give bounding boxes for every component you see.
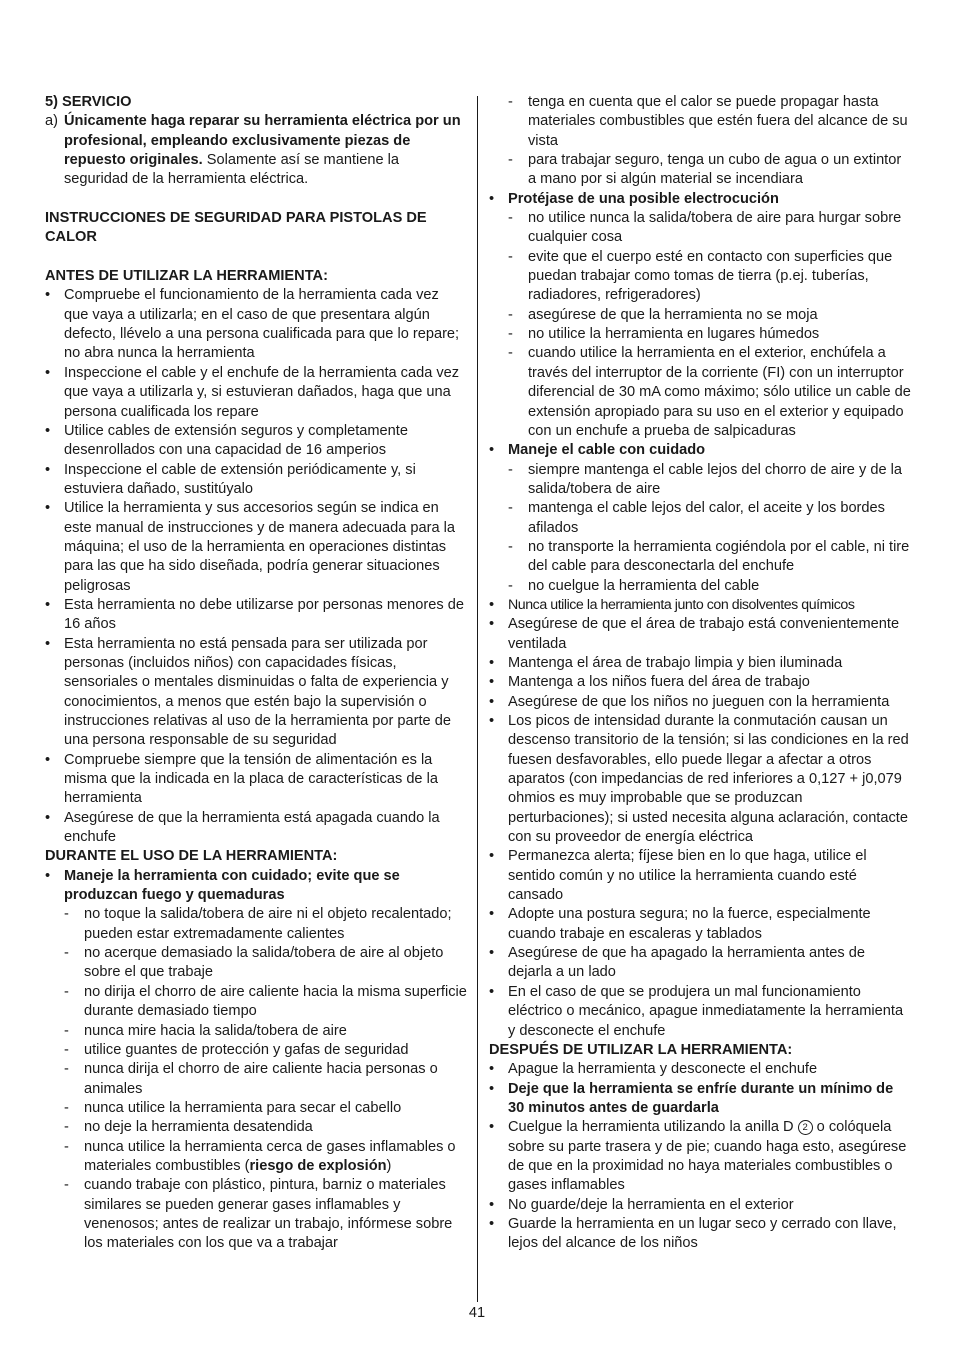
bullet-item — [45, 461, 467, 500]
bullet-item — [45, 596, 467, 635]
item-text: no toque la salida/tobera de aire ni el objeto recalentado; pueden estar extremadamente calientes — [84, 906, 452, 942]
dash-item — [489, 325, 911, 344]
dash-item — [489, 538, 911, 577]
item-text: Maneje el cable con cuidado — [508, 442, 706, 459]
text-run: Cuelgue la herramienta utilizando la anilla D — [508, 1119, 798, 1136]
circled-reference-number: 2 — [798, 1120, 813, 1135]
dash-item — [45, 1022, 467, 1041]
dash-item — [45, 983, 467, 1022]
item-text: Compruebe el funcionamiento de la herramienta cada vez que vaya a utilizarla; en el caso de que presentara algún defecto, llévelo a una persona cualificada para que lo repare; no abra nunca la herramienta — [64, 287, 460, 362]
right-column — [489, 93, 911, 1254]
bullet-marker: • — [489, 1080, 495, 1097]
dash-marker: - — [64, 906, 69, 923]
bullet-item — [489, 673, 911, 692]
bullet-marker: • — [489, 713, 495, 729]
bullet-marker: • — [489, 945, 495, 962]
item-text: para trabajar seguro, tenga un cubo de agua o un extintor a mano por si algún material se incendiara — [528, 152, 902, 188]
bullet-item — [489, 1118, 911, 1195]
item-text: no deje la herramienta desatendida — [84, 1119, 313, 1136]
bullet-marker: • — [489, 1215, 495, 1232]
dash-item — [45, 905, 467, 944]
bullet-marker: • — [45, 364, 51, 381]
bullet-marker: • — [489, 1119, 495, 1136]
bullet-item — [489, 1215, 911, 1254]
bullet-marker: • — [45, 422, 51, 439]
section-heading: DURANTE EL USO DE LA HERRAMIENTA: — [45, 848, 338, 865]
text-run: o colóquela sobre su parte trasera y de pie; cuando haga esto, asegúrese de que en la proximidad no haya materiales combustibles o gases inflamables — [508, 1119, 907, 1194]
dash-marker: - — [64, 1138, 69, 1155]
bullet-item — [489, 654, 911, 673]
lettered-item — [45, 112, 467, 189]
item-text: Utilice la herramienta y sus accesorios según se indica en este manual de instrucciones y de manera adecuada para la máquina; el uso de la herramienta en operaciones distintas para las que ha sido diseñada, podría generar situaciones peligrosas — [64, 500, 456, 594]
bullet-item — [489, 983, 911, 1041]
bullet-item — [45, 364, 467, 422]
item-text: nunca utilice la herramienta para secar el cabello — [84, 1099, 402, 1116]
dash-item — [45, 1138, 467, 1177]
bullet-item — [45, 751, 467, 809]
item-text: Compruebe siempre que la tensión de alimentación es la misma que la indicada en la placa de características de la herramienta — [64, 751, 438, 807]
item-text: utilice guantes de protección y gafas de seguridad — [84, 1041, 409, 1058]
bullet-item — [45, 422, 467, 461]
bullet-item — [45, 809, 467, 848]
bullet-marker: • — [45, 809, 51, 826]
item-text: no utilice la herramienta en lugares húmedos — [528, 326, 820, 343]
bullet-item — [489, 1196, 911, 1215]
dash-marker: - — [508, 500, 513, 517]
dash-marker: - — [508, 306, 513, 323]
bullet-marker: • — [489, 906, 495, 923]
bullet-marker: • — [489, 616, 495, 633]
dash-marker: - — [64, 1177, 69, 1194]
item-text: cuando utilice la herramienta en el exterior, enchúfela a través del interruptor de la corriente (FI) con un interruptor diferencial de 30 mA como máximo; sólo utilice un cable de extensión apropiado para su uso en el exterior y equipado con un enchufe a prueba de salpicaduras — [528, 345, 911, 439]
page-number: 41 — [468, 1305, 486, 1321]
dash-marker: - — [508, 461, 513, 478]
dash-marker: - — [64, 1061, 69, 1078]
dash-marker: - — [508, 94, 513, 110]
dash-item — [489, 344, 911, 441]
item-text: Inspeccione el cable de extensión periódicamente y, si estuviera dañado, sustitúyalo — [64, 461, 416, 497]
item-text: Protéjase de una posible electrocución — [508, 190, 779, 207]
item-text: Asegúrese de que el área de trabajo está convenientemente ventilada — [508, 616, 900, 652]
bullet-item — [489, 615, 911, 654]
dash-item — [489, 461, 911, 500]
dash-marker: - — [64, 983, 69, 1000]
item-text: Los picos de intensidad durante la conmutación causan un descenso transitorio de la tensión; si las condiciones en la red fuesen desfavorables, ello puede llegar a afectar a otros aparatos (con impedancias de red inferiores a 0,127 + j0,079 ohmios es muy improbable que se produzcan perturbaciones); si usted necesita alguna aclaración, contacte con su proveedor de energía eléctrica — [508, 713, 909, 846]
bullet-item — [489, 190, 911, 209]
bullet-marker: • — [45, 287, 51, 304]
item-text: evite que el cuerpo esté en contacto con superficies que puedan trabajar como tomas de tierra (p.ej. tuberías, radiadores, refrigeradores) — [528, 248, 893, 304]
item-text: Esta herramienta no está pensada para ser utilizada por personas (incluidos niños) con capacidades físicas, sensoriales o mentales disminuidas o falta de experiencia y conocimientos, a menos que estén bajo la supervisión o instrucciones relativas al uso de la herramienta por parte de una persona responsable de su seguridad — [64, 635, 451, 749]
dash-marker: - — [508, 210, 513, 227]
bullet-item — [489, 712, 911, 847]
dash-marker: - — [508, 248, 513, 265]
item-text: no acerque demasiado la salida/tobera de aire al objeto sobre el que trabaje — [84, 945, 444, 981]
text-run: Solamente así se mantiene la seguridad de la herramienta eléctrica. — [64, 152, 400, 188]
text-run: riesgo de explosión — [249, 1157, 387, 1174]
item-letter: a) — [45, 113, 58, 130]
bullet-marker: • — [45, 635, 51, 652]
bullet-item — [45, 635, 467, 751]
item-text: mantenga el cable lejos del calor, el aceite y los bordes afilados — [528, 500, 885, 536]
dash-item — [489, 499, 911, 538]
spacer — [45, 248, 467, 267]
item-text: siempre mantenga el cable lejos del chorro de aire y de la salida/tobera de aire — [528, 461, 902, 497]
bullet-item — [489, 905, 911, 944]
bullet-item — [489, 847, 911, 905]
bullet-marker: • — [45, 500, 51, 517]
dash-marker: - — [64, 1041, 69, 1058]
bullet-item — [489, 1060, 911, 1079]
bullet-item — [489, 944, 911, 983]
dash-item — [489, 306, 911, 325]
bullet-item — [489, 1080, 911, 1119]
dash-item — [489, 209, 911, 248]
item-text: En el caso de que se produjera un mal funcionamiento eléctrico o mecánico, apague inmediatamente la herramienta y desconecte el enchufe — [508, 983, 904, 1039]
bullet-item — [45, 499, 467, 596]
item-text: Mantenga el área de trabajo limpia y bien iluminada — [508, 654, 843, 671]
dash-marker: - — [64, 1119, 69, 1136]
item-text: Asegúrese de que la herramienta está apagada cuando la enchufe — [64, 809, 440, 846]
item-text: Asegúrese de que los niños no jueguen con la herramienta — [508, 693, 890, 710]
item-text: nunca mire hacia la salida/tobera de aire — [84, 1022, 347, 1039]
item-text: no utilice nunca la salida/tobera de aire para hurgar sobre cualquier cosa — [528, 210, 902, 246]
dash-item — [45, 1176, 467, 1253]
item-text: Apague la herramienta y desconecte el enchufe — [508, 1061, 818, 1078]
item-text: asegúrese de que la herramienta no se moja — [528, 306, 818, 323]
bullet-marker: • — [489, 1196, 495, 1213]
item-text: Esta herramienta no debe utilizarse por personas menores de 16 años — [64, 596, 464, 633]
spacer — [45, 190, 467, 209]
item-text: no cuelgue la herramienta del cable — [528, 577, 760, 594]
bullet-marker: • — [489, 848, 495, 865]
item-text: Nunca utilice la herramienta junto con disolventes químicos — [508, 596, 855, 613]
bullet-marker: • — [489, 654, 495, 671]
item-text: Mantenga a los niños fuera del área de trabajo — [508, 674, 810, 691]
item-text: Permanezca alerta; fíjese bien en lo que haga, utilice el sentido común y no utilice la herramienta cuando esté cansado — [508, 848, 867, 904]
dash-marker: - — [508, 326, 513, 343]
dash-item — [45, 1041, 467, 1060]
bullet-marker: • — [489, 596, 495, 613]
item-text: Maneje la herramienta con cuidado; evite que se produzcan fuego y quemaduras — [64, 867, 400, 904]
text-run: nunca utilice la herramienta cerca de gases inflamables o materiales combustibles ( — [84, 1138, 456, 1174]
bullet-item — [489, 596, 911, 615]
text-run: Únicamente haga reparar su herramienta eléctrica por un profesional, empleando exclusivamente piezas de repuesto originales. — [64, 113, 461, 169]
bullet-marker: • — [45, 596, 51, 613]
dash-marker: - — [64, 945, 69, 962]
bullet-marker: • — [489, 442, 495, 459]
section-heading: DESPUÉS DE UTILIZAR LA HERRAMIENTA: — [489, 1041, 793, 1058]
dash-marker: - — [508, 538, 513, 555]
bullet-marker: • — [45, 867, 51, 884]
left-column — [45, 93, 467, 1254]
dash-item — [45, 944, 467, 983]
dash-item — [45, 1099, 467, 1118]
text-run: ) — [386, 1157, 392, 1174]
item-text: tenga en cuenta que el calor se puede propagar hasta materiales combustibles que estén fuera del alcance de su vista — [528, 94, 908, 149]
item-text: Deje que la herramienta se enfríe durante un mínimo de 30 minutos antes de guardarla — [508, 1080, 894, 1116]
dash-item — [45, 1060, 467, 1099]
section-heading: INSTRUCCIONES DE SEGURIDAD PARA PISTOLAS DE CALOR — [45, 210, 427, 246]
bullet-marker: • — [489, 693, 495, 710]
dash-item — [489, 248, 911, 306]
dash-marker: - — [508, 345, 513, 362]
bullet-marker: • — [489, 1061, 495, 1078]
bullet-item — [489, 441, 911, 460]
dash-item — [489, 151, 911, 190]
bullet-item — [45, 867, 467, 906]
bullet-marker: • — [489, 983, 495, 1000]
item-text: No guarde/deje la herramienta en el exterior — [508, 1196, 794, 1213]
item-text: Asegúrese de que ha apagado la herramienta antes de dejarla a un lado — [508, 945, 865, 981]
column-divider — [477, 96, 478, 1302]
dash-item — [489, 93, 911, 151]
item-text: cuando trabaje con plástico, pintura, barniz o materiales similares se pueden generar gases inflamables y venenosos; antes de realizar un trabajo, infórmese sobre los materiales con los que va a trabajar — [84, 1177, 453, 1252]
dash-marker: - — [64, 1099, 69, 1116]
bullet-marker: • — [489, 190, 495, 207]
bullet-marker: • — [45, 461, 51, 478]
dash-item — [489, 577, 911, 596]
item-text: Utilice cables de extensión seguros y completamente desenrollados con una capacidad de 16 amperios — [64, 422, 408, 459]
bullet-item — [45, 286, 467, 363]
section-heading: 5) SERVICIO — [45, 94, 132, 110]
bullet-item — [489, 693, 911, 712]
item-text: no dirija el chorro de aire caliente hacia la misma superficie durante demasiado tiempo — [84, 983, 467, 1020]
bullet-marker: • — [45, 751, 51, 768]
item-text: nunca dirija el chorro de aire caliente hacia personas o animales — [84, 1061, 438, 1097]
dash-marker: - — [64, 1022, 69, 1039]
item-text: no transporte la herramienta cogiéndola por el cable, ni tire del cable para desconectarla del enchufe — [528, 538, 910, 575]
bullet-marker: • — [489, 674, 495, 691]
item-text: Inspeccione el cable y el enchufe de la herramienta cada vez que vaya a utilizarla y, si estuvieran dañados, haga que una persona cualificada los repare — [64, 364, 460, 420]
item-text: Adopte una postura segura; no la fuerce, especialmente cuando trabaje en escaleras y tablados — [508, 906, 871, 942]
dash-item — [45, 1118, 467, 1137]
item-text: Guarde la herramienta en un lugar seco y cerrado con llave, lejos del alcance de los niños — [508, 1215, 897, 1252]
dash-marker: - — [508, 577, 513, 594]
section-heading: ANTES DE UTILIZAR LA HERRAMIENTA: — [45, 268, 328, 285]
dash-marker: - — [508, 152, 513, 169]
